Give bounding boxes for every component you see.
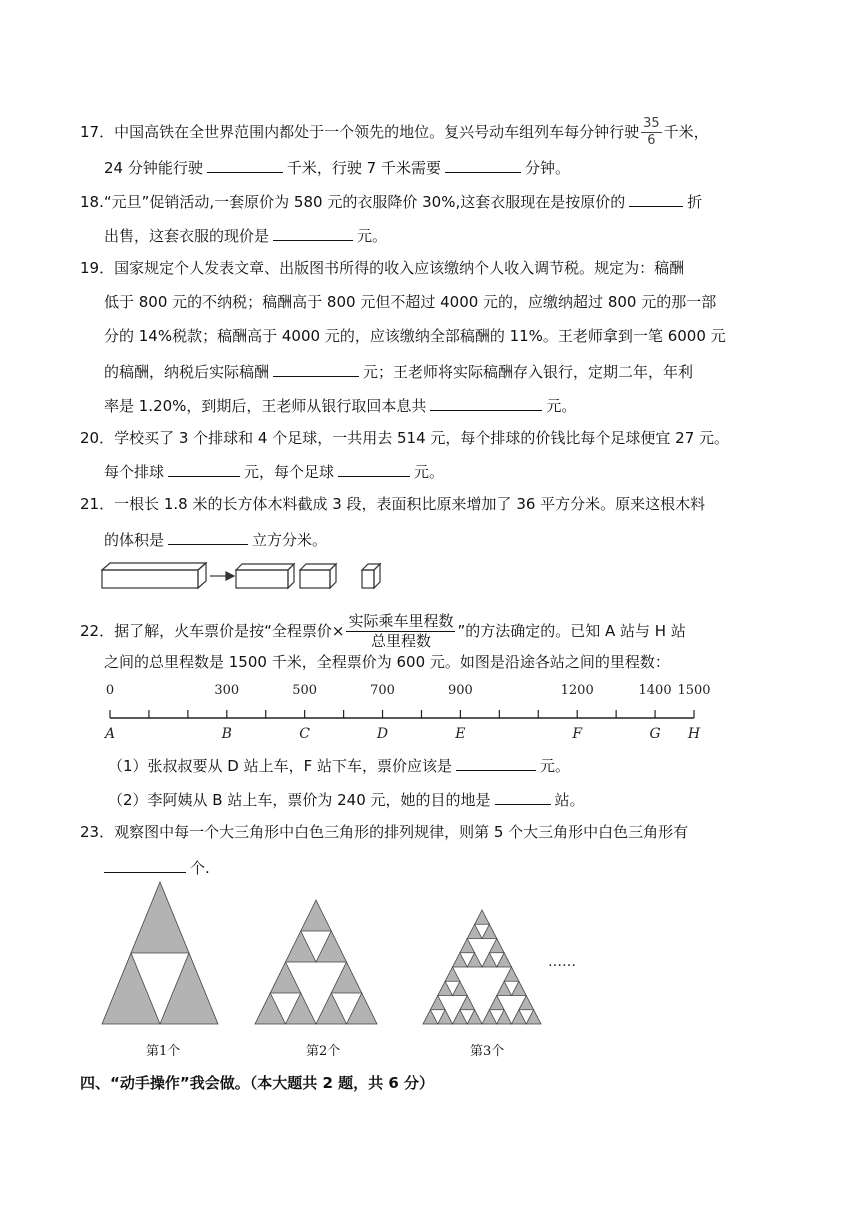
q20-text-2b: 元，每个足球 bbox=[244, 463, 335, 481]
q21-line-2 bbox=[104, 528, 327, 550]
q19-line-3: 分的 14%税款；稿酬高于 4000 元的，应该缴纳全部稿酬的 11%。王老师拿到一笔 6000 元 bbox=[104, 327, 726, 345]
mileage-label: 500 bbox=[292, 683, 318, 698]
answer-blank[interactable] bbox=[168, 460, 240, 477]
mileage-label: 300 bbox=[214, 683, 240, 698]
q22-line-2: 之间的总里程数是 1500 千米，全程票价为 600 元。如图是沿途各站之间的里程数： bbox=[104, 653, 670, 671]
mileage-label: 1500 bbox=[677, 683, 711, 698]
q22-line-1 bbox=[80, 612, 686, 651]
q19-line-2: 低于 800 元的不纳税；稿酬高于 800 元但不超过 4000 元的，应缴纳超过 800 元的那一部 bbox=[104, 293, 717, 311]
piece-2-front bbox=[300, 570, 330, 588]
fraction-denominator: 总里程数 bbox=[370, 632, 431, 650]
mileage-label: 0 bbox=[105, 683, 115, 698]
q19-text-5a: 率是 1.20%，到期后，王老师从银行取回本息共 bbox=[104, 397, 427, 415]
answer-blank[interactable] bbox=[273, 360, 359, 377]
q23-text-b: 个. bbox=[190, 859, 210, 877]
piece-1-top bbox=[236, 564, 294, 570]
piece-3-front bbox=[362, 570, 374, 588]
piece-1-front bbox=[236, 570, 288, 588]
sierpinski-triangles-figure bbox=[100, 880, 600, 1028]
mileage-label: 1400 bbox=[638, 683, 672, 698]
q17-unit: 千米， bbox=[663, 123, 709, 141]
q22-text-b: ”的方法确定的。已知 A 站与 H 站 bbox=[457, 622, 686, 640]
q17-text-2b: 千米，行驶 7 千米需要 bbox=[286, 159, 441, 177]
caption-figure-2: 第2个 bbox=[306, 1044, 341, 1059]
q20-text-2c: 元。 bbox=[414, 463, 445, 481]
q22-fraction bbox=[346, 612, 455, 651]
wood-block-top bbox=[102, 563, 206, 570]
station-label: E bbox=[455, 726, 466, 742]
station-label: D bbox=[376, 726, 389, 742]
q20-text-2a: 每个排球 bbox=[104, 463, 165, 481]
q18-text: 18.“元旦”促销活动,一套原价为 580 元的衣服降价 30%,这套衣服现在是按原价的 bbox=[80, 193, 626, 211]
fraction-numerator: 35 bbox=[643, 116, 660, 131]
mileage-label: 900 bbox=[447, 683, 473, 698]
answer-blank[interactable] bbox=[168, 528, 248, 545]
continuation-ellipsis: …… bbox=[548, 954, 576, 970]
answer-blank[interactable] bbox=[338, 460, 410, 477]
caption-figure-1: 第1个 bbox=[146, 1044, 181, 1059]
q19-line-1: 19．国家规定个人发表文章、出版图书所得的收入应该缴纳个人收入调节税。规定为：稿酬 bbox=[80, 259, 685, 277]
q22-text: 22．据了解，火车票价是按“全程票价× bbox=[80, 622, 345, 640]
piece-3-side bbox=[374, 564, 380, 588]
q18-line-2 bbox=[104, 224, 387, 246]
mileage-label: 700 bbox=[370, 683, 395, 698]
q18-text-b: 折 bbox=[687, 193, 703, 211]
q19-text-4b: 元；王老师将实际稿酬存入银行，定期二年，年利 bbox=[363, 363, 694, 381]
q20-line-2 bbox=[104, 460, 444, 482]
q18-text-2a: 出售，这套衣服的现价是 bbox=[104, 227, 270, 245]
station-label: C bbox=[299, 726, 311, 742]
piece-1-side bbox=[288, 564, 294, 588]
section-4-heading: 四、“动手操作”我会做。（本大题共 2 题，共 6 分） bbox=[80, 1074, 434, 1092]
q17-text: 17．中国高铁在全世界范围内都处于一个领先的地位。复兴号动车组列车每分钟行驶 bbox=[80, 123, 640, 141]
answer-blank[interactable] bbox=[430, 394, 542, 411]
answer-blank[interactable] bbox=[629, 190, 683, 207]
q22-sub2-unit: 站。 bbox=[554, 791, 585, 809]
q22-sub1-unit: 元。 bbox=[540, 757, 571, 775]
q21-text-2a: 的体积是 bbox=[104, 531, 165, 549]
fraction-denominator: 6 bbox=[647, 133, 656, 148]
answer-blank[interactable] bbox=[495, 788, 551, 805]
q19-text-4a: 的稿酬，纳税后实际稿酬 bbox=[104, 363, 270, 381]
station-label: A bbox=[104, 726, 116, 742]
station-label: B bbox=[221, 726, 232, 742]
station-label: G bbox=[649, 726, 661, 742]
q18-text-2b: 元。 bbox=[357, 227, 388, 245]
q22-sub2-text: （2）李阿姨从 B 站上车，票价为 240 元，她的目的地是 bbox=[108, 791, 491, 809]
answer-blank[interactable] bbox=[445, 156, 521, 173]
wood-cut-figure bbox=[100, 560, 390, 594]
station-number-line bbox=[96, 678, 736, 742]
piece-2-side bbox=[330, 564, 336, 588]
caption-figure-3: 第3个 bbox=[470, 1044, 505, 1059]
station-label: H bbox=[687, 726, 701, 742]
q19-text-5b: 元。 bbox=[546, 397, 577, 415]
mileage-label: 1200 bbox=[560, 683, 594, 698]
q17-text-2a: 24 分钟能行驶 bbox=[104, 159, 203, 177]
q17-line-1 bbox=[80, 116, 709, 149]
wood-block-side bbox=[198, 563, 206, 588]
q19-line-4 bbox=[104, 360, 693, 382]
q23-line-2 bbox=[104, 856, 210, 878]
q22-sub-1 bbox=[108, 754, 570, 776]
q23-line-1: 23．观察图中每一个大三角形中白色三角形的排列规律，则第 5 个大三角形中白色三角形有 bbox=[80, 823, 689, 841]
station-label: F bbox=[572, 726, 583, 742]
wood-block-front bbox=[102, 570, 198, 588]
answer-blank[interactable] bbox=[456, 754, 536, 771]
q22-sub-2 bbox=[108, 788, 585, 810]
q17-fraction bbox=[641, 116, 662, 149]
q22-sub1-text: （1）张叔叔要从 D 站上车，F 站下车，票价应该是 bbox=[108, 757, 453, 775]
arrow-head-icon bbox=[226, 572, 234, 580]
answer-blank[interactable] bbox=[273, 224, 353, 241]
fraction-numerator: 实际乘车里程数 bbox=[348, 612, 454, 630]
q21-text-2b: 立方分米。 bbox=[252, 531, 328, 549]
q21-line-1: 21．一根长 1.8 米的长方体木料截成 3 段，表面积比原来增加了 36 平方分米。原来这根木料 bbox=[80, 495, 706, 513]
answer-blank[interactable] bbox=[207, 156, 283, 173]
q20-line-1: 20．学校买了 3 个排球和 4 个足球，一共用去 514 元，每个排球的价钱比每个足球便宜 27 元。 bbox=[80, 429, 730, 447]
q17-line-2 bbox=[104, 156, 570, 178]
answer-blank[interactable] bbox=[104, 856, 186, 873]
q18-line-1 bbox=[80, 190, 702, 212]
q19-line-5 bbox=[104, 394, 576, 416]
q17-text-2c: 分钟。 bbox=[524, 159, 570, 177]
